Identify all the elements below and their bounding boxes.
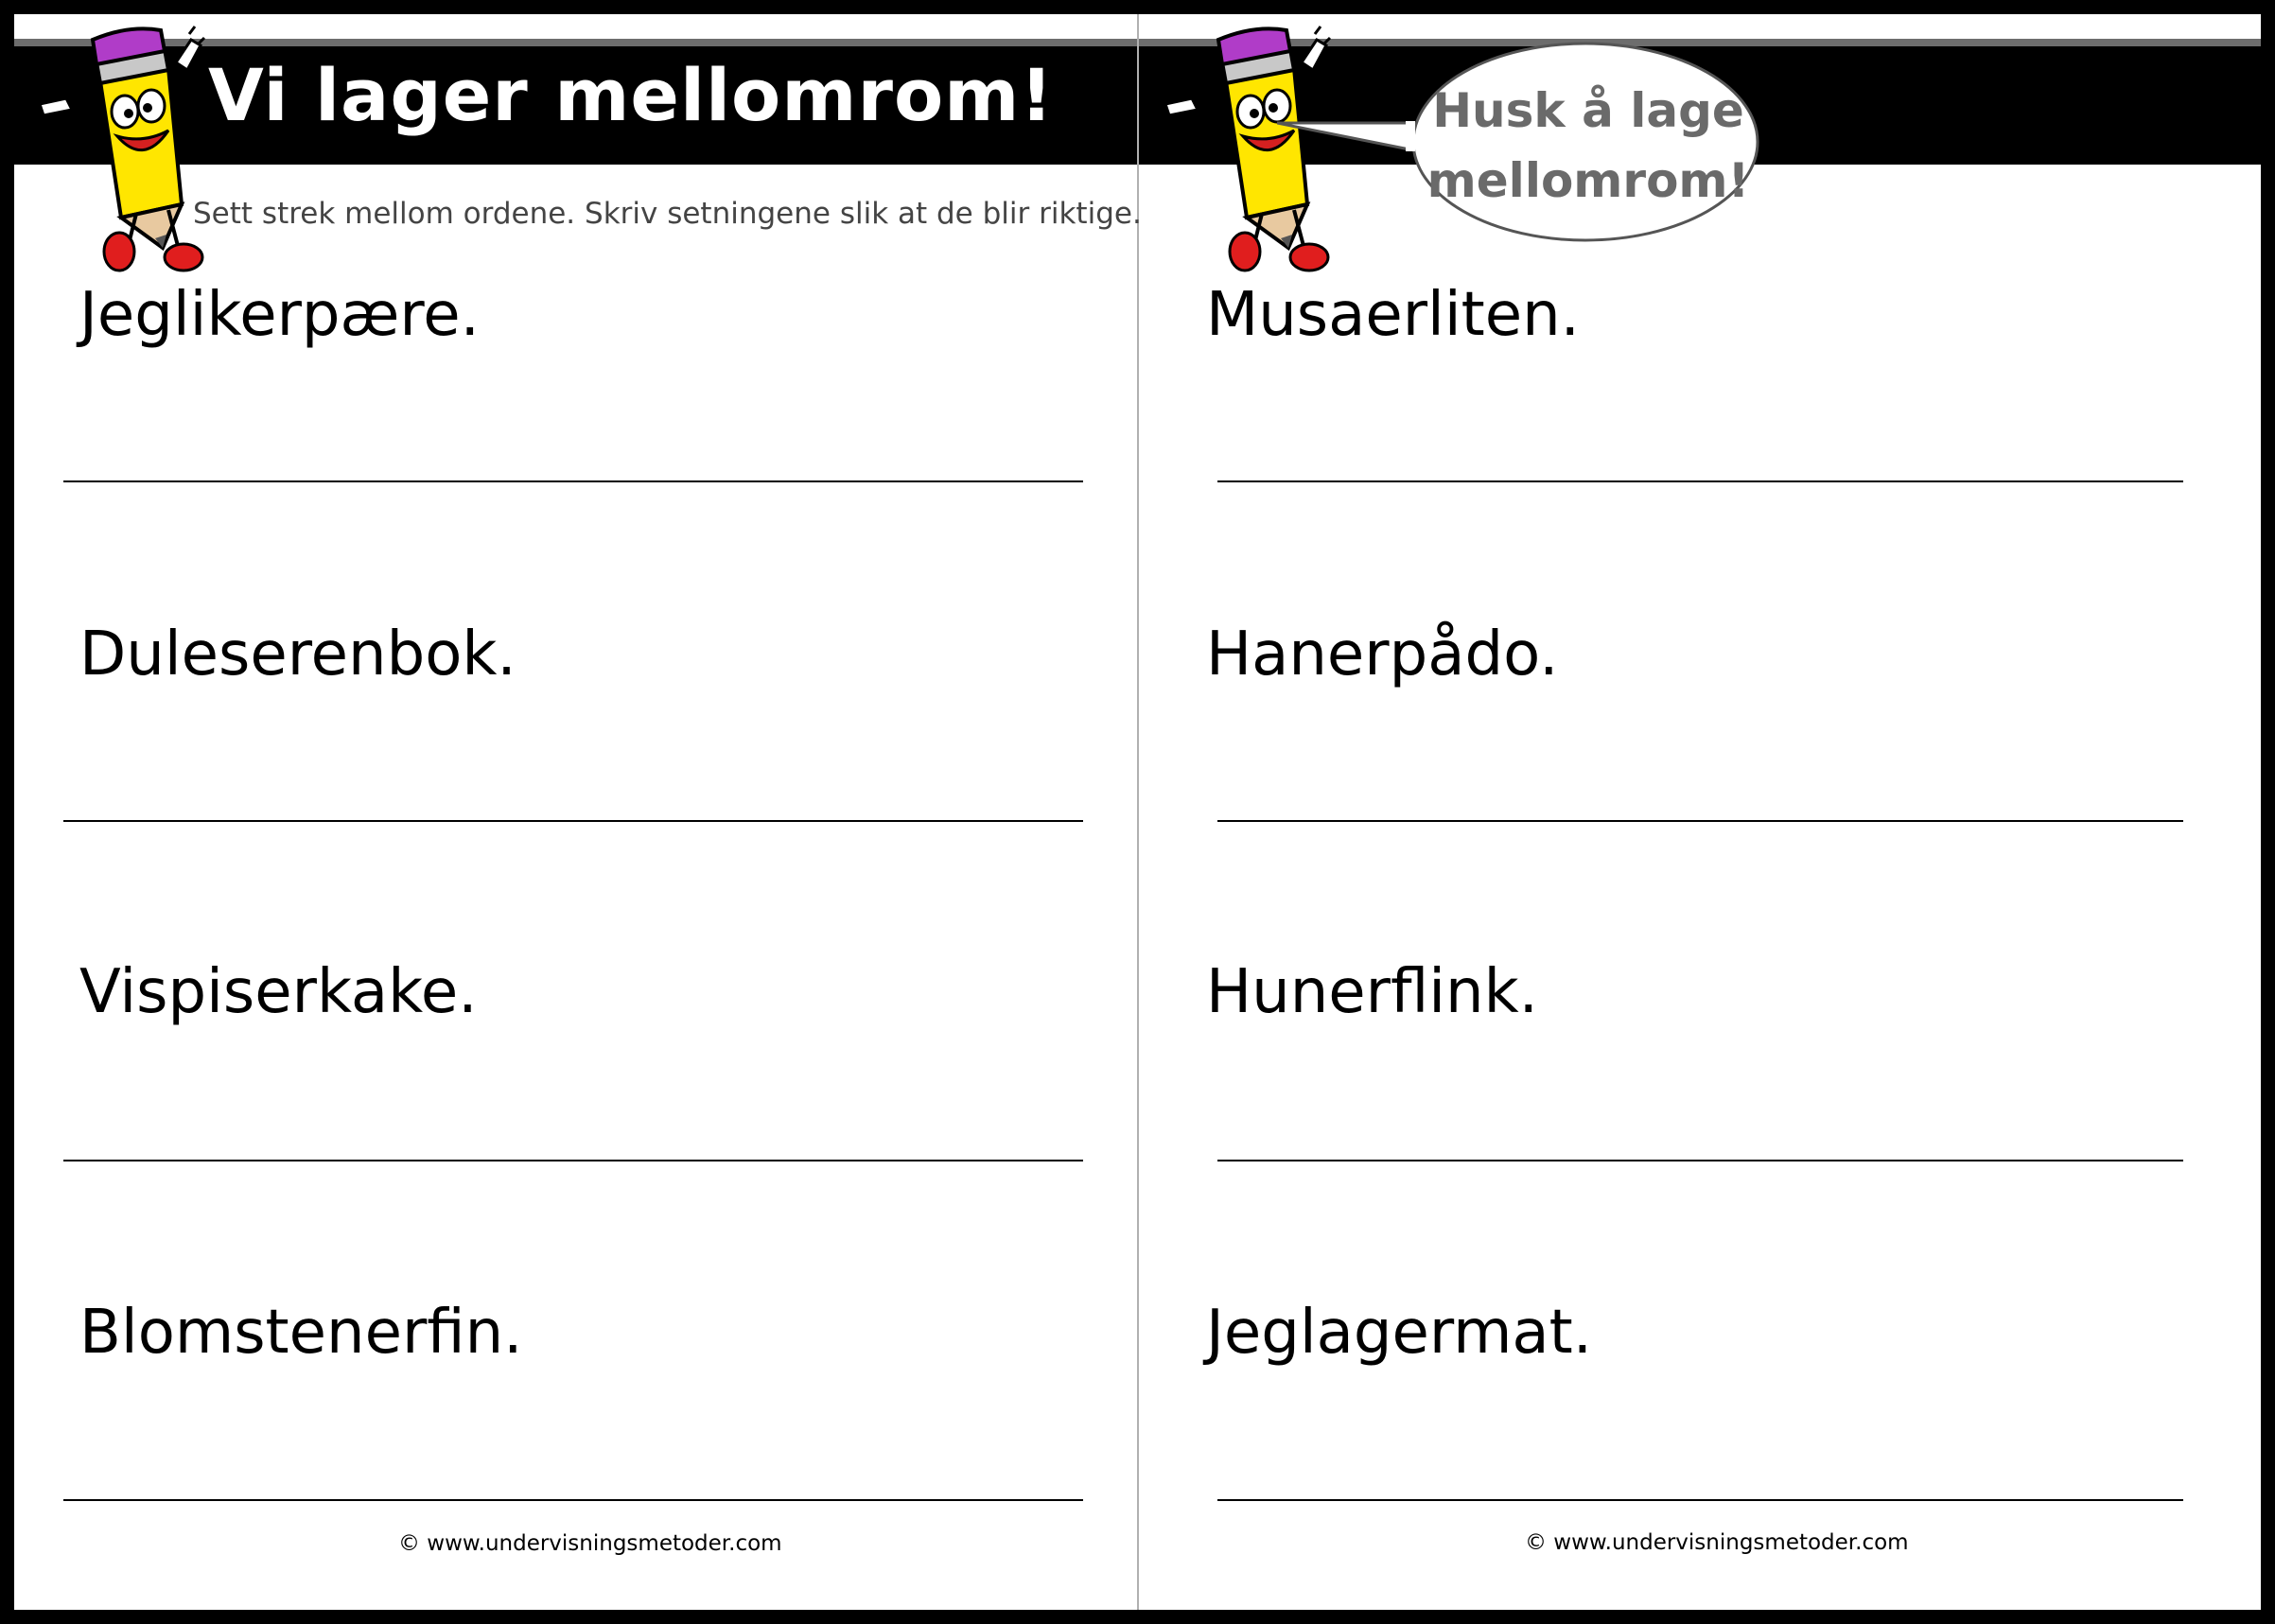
sentence-prompt: Jeglagermat. <box>1206 1298 1593 1368</box>
sentence-prompt: Blomstenerfin. <box>79 1298 523 1368</box>
writing-line[interactable] <box>63 1499 1083 1501</box>
speech-bubble-tail <box>1277 104 1419 161</box>
speech-bubble-line-2: mellomrom! <box>1426 153 1750 208</box>
writing-line[interactable] <box>63 1160 1083 1161</box>
copyright-footer: © www.undervisningsmetoder.com <box>398 1531 782 1556</box>
pencil-mascot-icon <box>26 25 206 280</box>
sentence-prompt: Vispiserkake. <box>79 957 478 1027</box>
sentence-prompt: Hanerpådo. <box>1206 620 1559 690</box>
speech-bubble-text <box>1404 76 1773 216</box>
writing-line[interactable] <box>1217 820 2183 822</box>
page-divider <box>1137 14 1139 1610</box>
writing-line[interactable] <box>63 480 1083 482</box>
writing-line[interactable] <box>1217 1499 2183 1501</box>
writing-line[interactable] <box>63 820 1083 822</box>
sentence-prompt: Hunerflink. <box>1206 957 1538 1027</box>
copyright-footer: © www.undervisningsmetoder.com <box>1525 1530 1909 1555</box>
page-title: Vi lager mellomrom! <box>208 53 1055 137</box>
speech-bubble-line-1: Husk å lage <box>1432 83 1744 138</box>
sentence-prompt: Duleserenbok. <box>79 620 516 690</box>
sentence-prompt: Jeglikerpære. <box>79 280 480 350</box>
sentence-prompt: Musaerliten. <box>1206 280 1580 350</box>
writing-line[interactable] <box>1217 480 2183 482</box>
instruction-text: Sett strek mellom ordene. Skriv setningene slik at de blir riktige. <box>193 197 1142 231</box>
writing-line[interactable] <box>1217 1160 2183 1161</box>
